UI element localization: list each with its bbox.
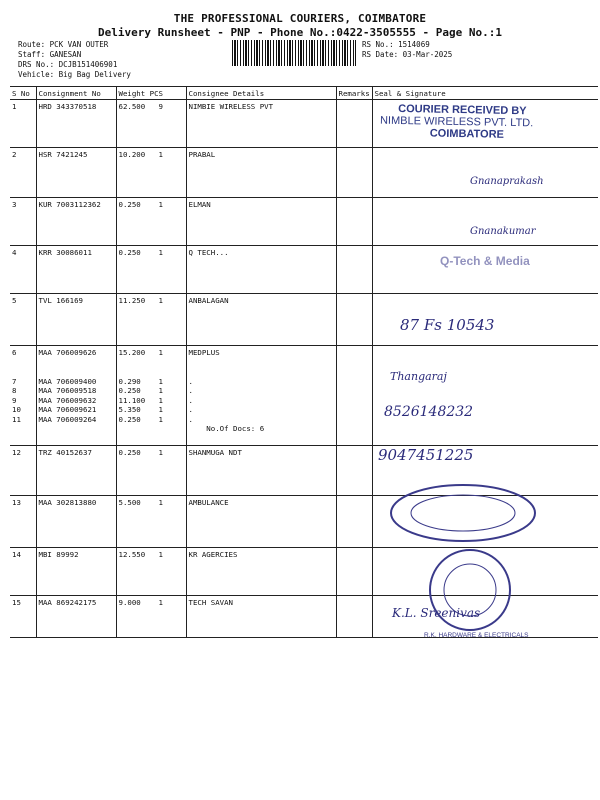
pcs-value: 1 — [158, 448, 163, 457]
cell-weight-pcs — [116, 148, 186, 198]
cell-remarks — [336, 346, 372, 446]
cell-consignment: KUR 7003112362 — [36, 198, 116, 246]
pcs-value: 1 — [158, 598, 163, 607]
signature-row-3: Gnanakumar — [470, 226, 536, 237]
pcs-value: 1 — [158, 150, 163, 159]
document-title: THE PROFESSIONAL COURIERS, COIMBATORE — [173, 12, 427, 25]
cell-sno: 5 — [10, 294, 36, 346]
col-seal: Seal & Signature — [372, 87, 598, 100]
cell-consignee: AMBULANCE — [186, 496, 336, 548]
cell-weight-pcs — [116, 100, 186, 148]
stamp-line-3: COIMBATORE — [429, 127, 505, 141]
pcs-value: 1 — [158, 498, 163, 507]
pcs-value: 1 — [158, 550, 163, 559]
rs-date: RS Date: 03-Mar-2025 — [362, 50, 453, 59]
signature-row-5: 87 Fs 10543 — [400, 316, 495, 334]
phone-row-12: 9047451225 — [378, 446, 474, 464]
col-consignment: Consignment No — [36, 87, 116, 100]
cell-consignment: HRD 343370518 — [36, 100, 116, 148]
col-weight-pcs: Weight PCS — [116, 87, 186, 100]
cell-consignee: SHANMUGA NDT — [186, 446, 336, 496]
weight-value: 12.550 — [118, 550, 146, 559]
cell-sno: 13 — [10, 496, 36, 548]
table-row — [10, 148, 598, 198]
vehicle: Vehicle: Big Bag Delivery — [18, 70, 131, 79]
cell-consignment: MAA 869242175 — [36, 596, 116, 638]
cell-consignee: ELMAN — [186, 198, 336, 246]
cell-remarks — [336, 446, 372, 496]
cell-weight-pcs — [116, 548, 186, 596]
pcs-value: 9 — [158, 102, 163, 111]
col-remarks: Remarks — [336, 87, 372, 100]
stamp-rk-hardware-text: R.K. HARDWARE & ELECTRICALS — [424, 632, 529, 639]
weight-value: 10.200 — [118, 150, 146, 159]
stamp-line-1: COURIER RECEIVED BY — [398, 102, 527, 118]
stamp-rk-hardware — [410, 548, 530, 638]
cell-consignee: KR AGERCIES — [186, 548, 336, 596]
cell-sno: 15 — [10, 596, 36, 638]
route-info — [18, 40, 131, 80]
stamp-q-tech: Q-Tech & Media — [440, 254, 530, 268]
pcs-value: 1 1 1 1 1 1 — [158, 348, 163, 424]
cell-weight-pcs — [116, 198, 186, 246]
cell-consignee: Q TECH... — [186, 246, 336, 294]
table-row — [10, 198, 598, 246]
cell-consignee: TECH SAVAN — [186, 596, 336, 638]
pcs-value: 1 — [158, 248, 163, 257]
cell-consignee: PRABAL — [186, 148, 336, 198]
cell-sno: 12 — [10, 446, 36, 496]
cell-remarks — [336, 246, 372, 294]
signature-row-6: Thangaraj — [390, 370, 447, 383]
cell-seal — [372, 346, 598, 446]
cell-remarks — [336, 596, 372, 638]
phone-row-6: 8526148232 — [384, 404, 474, 420]
cell-weight-pcs — [116, 446, 186, 496]
cell-consignee: MEDPLUS . . . . . No.Of Docs: 6 — [186, 346, 336, 446]
col-sno: S No — [10, 87, 36, 100]
cell-weight-pcs — [116, 294, 186, 346]
cell-consignment: KRR 30086011 — [36, 246, 116, 294]
cell-consignment: MAA 302813880 — [36, 496, 116, 548]
cell-consignee: NIMBIE WIRELESS PVT — [186, 100, 336, 148]
runsheet-info — [362, 40, 452, 60]
cell-remarks — [336, 148, 372, 198]
signature-row-15: K.L. Sreenivas — [392, 606, 481, 620]
drs-number: DRS No.: DCJB151406901 — [18, 60, 118, 69]
pcs-value: 1 — [158, 296, 163, 305]
table-row — [10, 294, 598, 346]
cell-sno: 1 — [10, 100, 36, 148]
cell-sno: 6 7 8 9 10 11 — [10, 346, 36, 446]
cell-consignment: HSR 7421245 — [36, 148, 116, 198]
table-row — [10, 246, 598, 294]
col-consignee: Consignee Details — [186, 87, 336, 100]
cell-sno: 2 — [10, 148, 36, 198]
stamp-line-2: NIMBLE WIRELESS PVT. LTD. — [379, 114, 534, 130]
staff: Staff: GANESAN — [18, 50, 82, 59]
cell-consignment: TVL 166169 — [36, 294, 116, 346]
cell-seal — [372, 246, 598, 294]
cell-remarks — [336, 294, 372, 346]
stamp-circular-seal — [388, 482, 538, 544]
table-header — [10, 87, 598, 100]
cell-consignment: TRZ 40152637 — [36, 446, 116, 496]
cell-seal — [372, 148, 598, 198]
weight-value: 5.500 — [118, 498, 141, 507]
weight-value: 11.250 — [118, 296, 146, 305]
weight-value: 0.250 — [118, 200, 141, 209]
route: Route: PCK VAN OUTER — [18, 40, 109, 49]
weight-value: 62.500 — [118, 102, 146, 111]
cell-remarks — [336, 100, 372, 148]
cell-weight-pcs — [116, 596, 186, 638]
cell-consignment: MAA 706009626 MAA 706009400 MAA 706009518 MAA 706009632 MAA 706009621 MAA 706009264 — [36, 346, 116, 446]
cell-sno: 4 — [10, 246, 36, 294]
weight-value: 0.250 — [118, 448, 141, 457]
signature-row-2: Gnanaprakash — [470, 176, 544, 187]
weight-value: 9.000 — [118, 598, 141, 607]
table-row — [10, 346, 598, 446]
cell-consignee: ANBALAGAN — [186, 294, 336, 346]
cell-weight-pcs — [116, 496, 186, 548]
cell-weight-pcs — [116, 346, 186, 446]
weight-value: 15.200 0.290 0.250 11.100 5.350 0.250 — [118, 348, 146, 424]
cell-consignment: MBI 89992 — [36, 548, 116, 596]
cell-sno: 14 — [10, 548, 36, 596]
rs-number: RS No.: 1514069 — [362, 40, 430, 49]
document-subtitle: Delivery Runsheet - PNP - Phone No.:0422-3505555 - Page No.:1 — [98, 26, 502, 39]
cell-weight-pcs — [116, 246, 186, 294]
stamp-nimble-wireless — [380, 103, 534, 142]
cell-seal — [372, 198, 598, 246]
cell-remarks — [336, 496, 372, 548]
cell-remarks — [336, 548, 372, 596]
pcs-value: 1 — [158, 200, 163, 209]
cell-sno: 3 — [10, 198, 36, 246]
barcode-image — [232, 40, 356, 66]
cell-remarks — [336, 198, 372, 246]
weight-value: 0.250 — [118, 248, 141, 257]
